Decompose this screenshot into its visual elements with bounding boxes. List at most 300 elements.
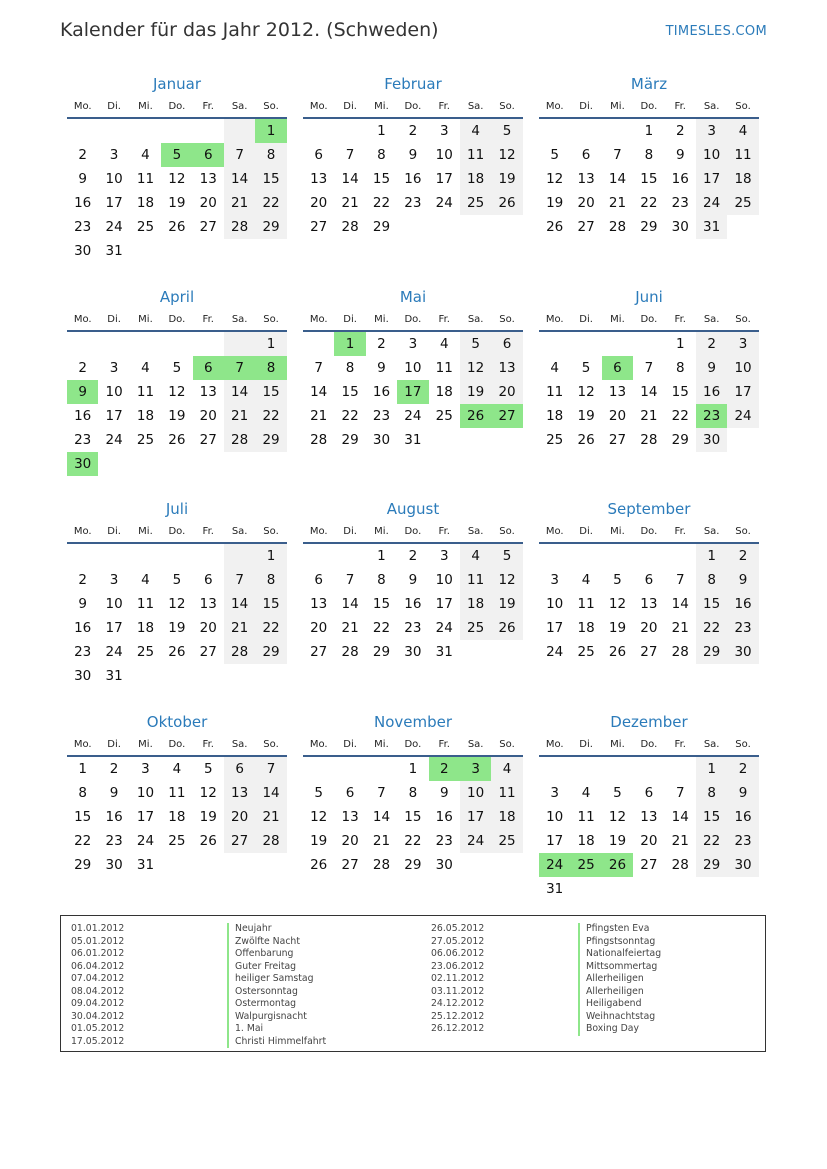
empty-cell [334,544,365,568]
weekday-label: Mo. [545,738,564,750]
day-cell: 25 [491,829,522,853]
day-cell: 11 [460,143,491,167]
weekday-label: Sa. [231,738,248,750]
day-cell: 2 [78,360,87,376]
day-cell: 22 [255,191,286,215]
day-grid [67,757,287,877]
holiday-cell: 24 [539,853,570,877]
day-cell: 28 [640,432,658,448]
day-cell: 9 [439,785,449,801]
day-cell: 13 [224,781,255,805]
weekday-label: Di. [343,313,357,325]
day-cell: 5 [172,360,182,376]
weekday-label: Mi. [138,313,153,325]
day-cell: 6 [314,147,323,163]
weekday-label: Mo. [309,738,328,750]
weekday-label: Sa. [703,100,720,112]
empty-cell [130,332,161,356]
weekday-label: Di. [107,100,121,112]
day-cell: 26 [577,432,595,448]
day-cell: 25 [168,833,186,849]
day-cell: 2 [377,336,386,352]
empty-cell [303,119,334,143]
weekday-label: Mi. [610,525,625,537]
legend-names-2 [578,923,661,1036]
day-cell: 21 [310,408,328,424]
weekday-label: Mo. [309,525,328,537]
holiday-name: Offenbarung [227,948,326,961]
day-cell: 30 [74,243,92,259]
day-cell: 22 [696,616,727,640]
empty-cell [570,119,601,143]
day-cell: 22 [255,404,286,428]
day-cell: 12 [491,143,522,167]
month-november [303,711,523,877]
day-cell: 23 [727,829,758,853]
day-cell: 27 [640,857,658,873]
day-cell: 21 [372,833,391,849]
weekday-label: So. [499,525,515,537]
day-cell: 19 [168,408,186,424]
day-cell: 6 [224,757,255,781]
day-cell: 24 [460,829,491,853]
day-cell: 14 [640,384,658,400]
day-cell: 7 [314,360,323,376]
holiday-date: 01.01.2012 [71,923,125,934]
day-cell: 19 [491,167,522,191]
empty-cell [303,332,334,356]
day-cell: 27 [199,644,217,660]
day-cell: 13 [640,809,658,825]
day-cell: 3 [141,761,150,777]
day-cell: 3 [439,548,449,564]
day-cell: 29 [255,215,286,239]
holiday-date: 08.04.2012 [71,985,125,997]
day-cell: 11 [136,596,155,612]
day-cell: 6 [314,572,323,588]
holiday-date: 30.04.2012 [71,1010,125,1022]
day-cell: 15 [696,592,727,616]
day-cell: 24 [105,219,123,235]
day-cell: 10 [105,596,123,612]
holiday-date: 17.05.2012 [71,1035,125,1047]
day-cell: 1 [644,123,654,139]
day-cell: 27 [310,219,328,235]
day-cell: 12 [199,785,217,801]
day-cell: 6 [644,785,654,801]
empty-cell [224,332,255,356]
day-cell: 25 [435,408,453,424]
empty-cell [161,544,192,568]
holiday-date: 26.05.2012 [431,923,485,934]
day-cell: 15 [255,592,286,616]
day-cell: 21 [224,404,255,428]
day-cell: 21 [608,195,627,211]
day-cell: 11 [577,596,595,612]
day-cell: 28 [341,644,359,660]
day-cell: 6 [491,332,522,356]
day-grid [539,757,759,901]
weekday-header [303,520,523,544]
weekday-label: Mo. [309,100,328,112]
day-cell: 12 [546,171,564,187]
day-cell: 22 [640,195,658,211]
day-cell: 14 [310,384,328,400]
weekday-label: Di. [107,525,121,537]
empty-cell [602,544,633,568]
day-cell: 29 [255,640,286,664]
month-name: Januar [153,75,201,93]
day-cell: 2 [696,332,727,356]
day-cell: 2 [675,123,685,139]
month-februar [303,73,523,239]
day-cell: 17 [435,171,453,187]
day-cell: 20 [199,408,217,424]
day-cell: 14 [224,380,255,404]
day-cell: 18 [460,167,491,191]
weekday-label: So. [499,100,515,112]
holiday-cell: 9 [67,380,98,404]
day-cell: 26 [310,857,328,873]
day-cell: 15 [640,171,658,187]
day-cell: 8 [644,147,654,163]
day-cell: 18 [168,809,186,825]
day-cell: 4 [141,360,150,376]
day-cell: 19 [168,620,186,636]
day-cell: 11 [577,809,595,825]
weekday-label: Sa. [467,525,484,537]
holiday-legend [60,915,766,1052]
day-cell: 15 [372,171,391,187]
holiday-cell: 27 [491,404,522,428]
holiday-cell: 6 [602,356,633,380]
day-cell: 13 [199,384,217,400]
day-cell: 24 [435,195,453,211]
weekday-label: Mi. [610,100,625,112]
day-cell: 18 [435,384,453,400]
holiday-cell: 3 [460,757,491,781]
day-cell: 16 [404,171,422,187]
day-cell: 4 [141,147,150,163]
weekday-label: Fr. [438,313,450,325]
day-cell: 16 [74,620,92,636]
weekday-label: Do. [640,738,658,750]
holiday-name: Ostersonntag [227,986,326,999]
day-cell: 5 [491,544,522,568]
day-cell: 15 [341,384,359,400]
day-cell: 23 [105,833,123,849]
day-cell: 24 [696,191,727,215]
day-cell: 14 [341,596,359,612]
day-cell: 6 [345,785,355,801]
day-cell: 4 [727,119,758,143]
day-cell: 11 [460,568,491,592]
day-cell: 4 [460,119,491,143]
day-cell: 17 [136,809,155,825]
day-cell: 25 [136,432,155,448]
day-cell: 10 [404,360,422,376]
weekday-label: Fr. [202,738,214,750]
day-cell: 3 [408,336,418,352]
day-cell: 17 [105,620,123,636]
day-cell: 4 [172,761,182,777]
day-cell: 9 [727,568,758,592]
day-cell: 8 [408,785,418,801]
day-cell: 24 [105,432,123,448]
day-cell: 3 [109,360,119,376]
day-cell: 20 [640,833,658,849]
day-cell: 27 [199,219,217,235]
holiday-date: 09.04.2012 [71,998,125,1009]
day-cell: 20 [577,195,595,211]
weekday-label: Fr. [202,525,214,537]
holiday-name: heiliger Samstag [227,973,326,986]
day-cell: 15 [696,805,727,829]
day-grid [67,332,287,476]
day-cell: 14 [372,809,391,825]
empty-cell [67,544,98,568]
weekday-label: Fr. [438,738,450,750]
day-cell: 19 [546,195,564,211]
weekday-label: Mi. [610,738,625,750]
day-cell: 9 [727,781,758,805]
weekday-label: Fr. [202,100,214,112]
month-name: Mai [399,288,427,306]
day-cell: 5 [314,785,323,801]
day-cell: 1 [255,332,286,356]
day-cell: 11 [435,360,453,376]
day-cell: 19 [491,592,522,616]
day-cell: 28 [224,640,255,664]
day-cell: 4 [581,785,591,801]
day-cell: 13 [199,171,217,187]
holiday-cell: 5 [161,143,192,167]
day-cell: 21 [224,616,255,640]
day-cell: 10 [435,147,453,163]
day-cell: 2 [78,147,87,163]
day-cell: 16 [696,380,727,404]
day-cell: 11 [727,143,758,167]
day-cell: 28 [341,219,359,235]
weekday-label: So. [499,738,515,750]
day-cell: 28 [310,432,328,448]
day-cell: 4 [581,572,591,588]
day-cell: 11 [168,785,186,801]
weekday-label: Mo. [545,100,564,112]
day-cell: 20 [199,620,217,636]
day-cell: 31 [435,644,453,660]
weekday-header [67,733,287,757]
day-cell: 8 [377,572,386,588]
weekday-label: Fr. [202,313,214,325]
day-cell: 24 [727,404,758,428]
day-cell: 7 [224,568,255,592]
weekday-label: Sa. [703,738,720,750]
day-cell: 22 [341,408,359,424]
day-grid [303,119,523,239]
weekday-label: Mi. [138,738,153,750]
legend-dates-2 [431,923,484,1036]
day-cell: 23 [74,219,92,235]
weekday-label: Mi. [138,100,153,112]
weekday-label: Di. [579,100,593,112]
day-cell: 27 [224,829,255,853]
day-cell: 10 [546,809,564,825]
weekday-label: Mo. [73,100,92,112]
day-cell: 28 [372,857,391,873]
empty-cell [67,119,98,143]
day-cell: 30 [74,668,92,684]
day-cell: 28 [671,857,689,873]
day-cell: 6 [581,147,591,163]
weekday-label: Di. [343,100,357,112]
empty-cell [193,544,224,568]
holiday-cell: 17 [397,380,428,404]
day-grid [303,757,523,877]
day-cell: 7 [255,757,286,781]
holiday-cell: 6 [193,143,224,167]
weekday-label: Di. [107,738,121,750]
weekday-header [539,95,759,119]
month-august [303,498,523,664]
day-cell: 12 [168,171,186,187]
day-cell: 12 [608,809,627,825]
empty-cell [539,119,570,143]
day-cell: 14 [671,809,689,825]
day-cell: 27 [577,219,595,235]
weekday-label: Fr. [674,313,686,325]
empty-cell [570,544,601,568]
weekday-label: Sa. [703,313,720,325]
day-cell: 12 [460,356,491,380]
weekday-label: Mi. [138,525,153,537]
day-cell: 24 [105,644,123,660]
day-cell: 28 [224,428,255,452]
weekday-label: Mo. [73,313,92,325]
weekday-label: So. [735,100,751,112]
day-grid [67,119,287,263]
holiday-date: 23.06.2012 [431,960,485,972]
empty-cell [539,332,570,356]
weekday-label: Fr. [674,100,686,112]
day-cell: 2 [78,572,87,588]
day-cell: 8 [255,143,286,167]
weekday-label: Sa. [231,100,248,112]
weekday-label: Sa. [467,738,484,750]
weekday-label: Do. [640,525,658,537]
weekday-header [303,308,523,332]
day-cell: 15 [74,809,92,825]
day-cell: 10 [696,143,727,167]
day-cell: 27 [341,857,359,873]
holiday-name: 1. Mai [227,1023,326,1036]
month-april [67,286,287,476]
holiday-name: Ostermontag [227,998,326,1011]
weekday-label: Fr. [438,525,450,537]
holiday-cell: 1 [255,119,286,143]
empty-cell [539,757,570,781]
month-name: November [373,713,453,731]
day-cell: 21 [255,805,286,829]
empty-cell [570,757,601,781]
day-cell: 25 [577,644,595,660]
day-cell: 2 [109,761,119,777]
day-cell: 9 [78,171,87,187]
day-cell: 2 [408,123,418,139]
day-cell: 22 [372,620,391,636]
day-cell: 24 [404,408,422,424]
day-cell: 29 [341,432,359,448]
weekday-label: Mo. [309,313,328,325]
empty-cell [602,119,633,143]
day-cell: 24 [546,644,564,660]
day-cell: 23 [372,408,391,424]
holiday-name: Boxing Day [578,1023,661,1036]
weekday-label: Do. [640,100,658,112]
holiday-cell: 23 [696,404,727,428]
holiday-name: Allerheiligen [578,973,661,986]
day-cell: 5 [203,761,213,777]
weekday-header [539,733,759,757]
month-september [539,498,759,664]
weekday-label: Mi. [374,738,389,750]
weekday-label: Sa. [703,525,720,537]
holiday-cell: 26 [602,853,633,877]
day-cell: 16 [435,809,453,825]
weekday-label: Sa. [467,100,484,112]
day-cell: 19 [460,380,491,404]
day-cell: 8 [377,147,386,163]
day-cell: 25 [460,191,491,215]
day-cell: 29 [696,853,727,877]
brand-logo[interactable]: TIMESLES.COM [665,24,767,39]
day-cell: 30 [435,857,453,873]
holiday-date: 06.06.2012 [431,948,485,959]
day-cell: 26 [546,219,564,235]
weekday-label: Di. [343,738,357,750]
day-cell: 29 [255,428,286,452]
day-cell: 18 [460,592,491,616]
day-cell: 11 [491,781,522,805]
day-cell: 12 [491,568,522,592]
day-cell: 19 [608,620,627,636]
weekday-label: So. [735,738,751,750]
day-cell: 28 [608,219,627,235]
holiday-name: Weihnachtstag [578,1011,661,1024]
holiday-date: 25.12.2012 [431,1010,485,1022]
day-cell: 5 [172,572,182,588]
day-cell: 13 [199,596,217,612]
empty-cell [98,332,129,356]
day-cell: 1 [377,548,386,564]
day-cell: 4 [550,360,559,376]
weekday-label: Mi. [374,525,389,537]
day-cell: 8 [255,568,286,592]
weekday-label: Mo. [73,525,92,537]
day-cell: 19 [608,833,627,849]
empty-cell [224,119,255,143]
day-cell: 22 [404,833,422,849]
day-cell: 25 [727,191,758,215]
weekday-label: So. [263,100,279,112]
day-cell: 17 [727,380,758,404]
empty-cell [98,119,129,143]
weekday-label: So. [263,738,279,750]
day-cell: 14 [341,171,359,187]
weekday-label: Do. [168,313,186,325]
day-grid [539,544,759,664]
day-cell: 3 [439,123,449,139]
